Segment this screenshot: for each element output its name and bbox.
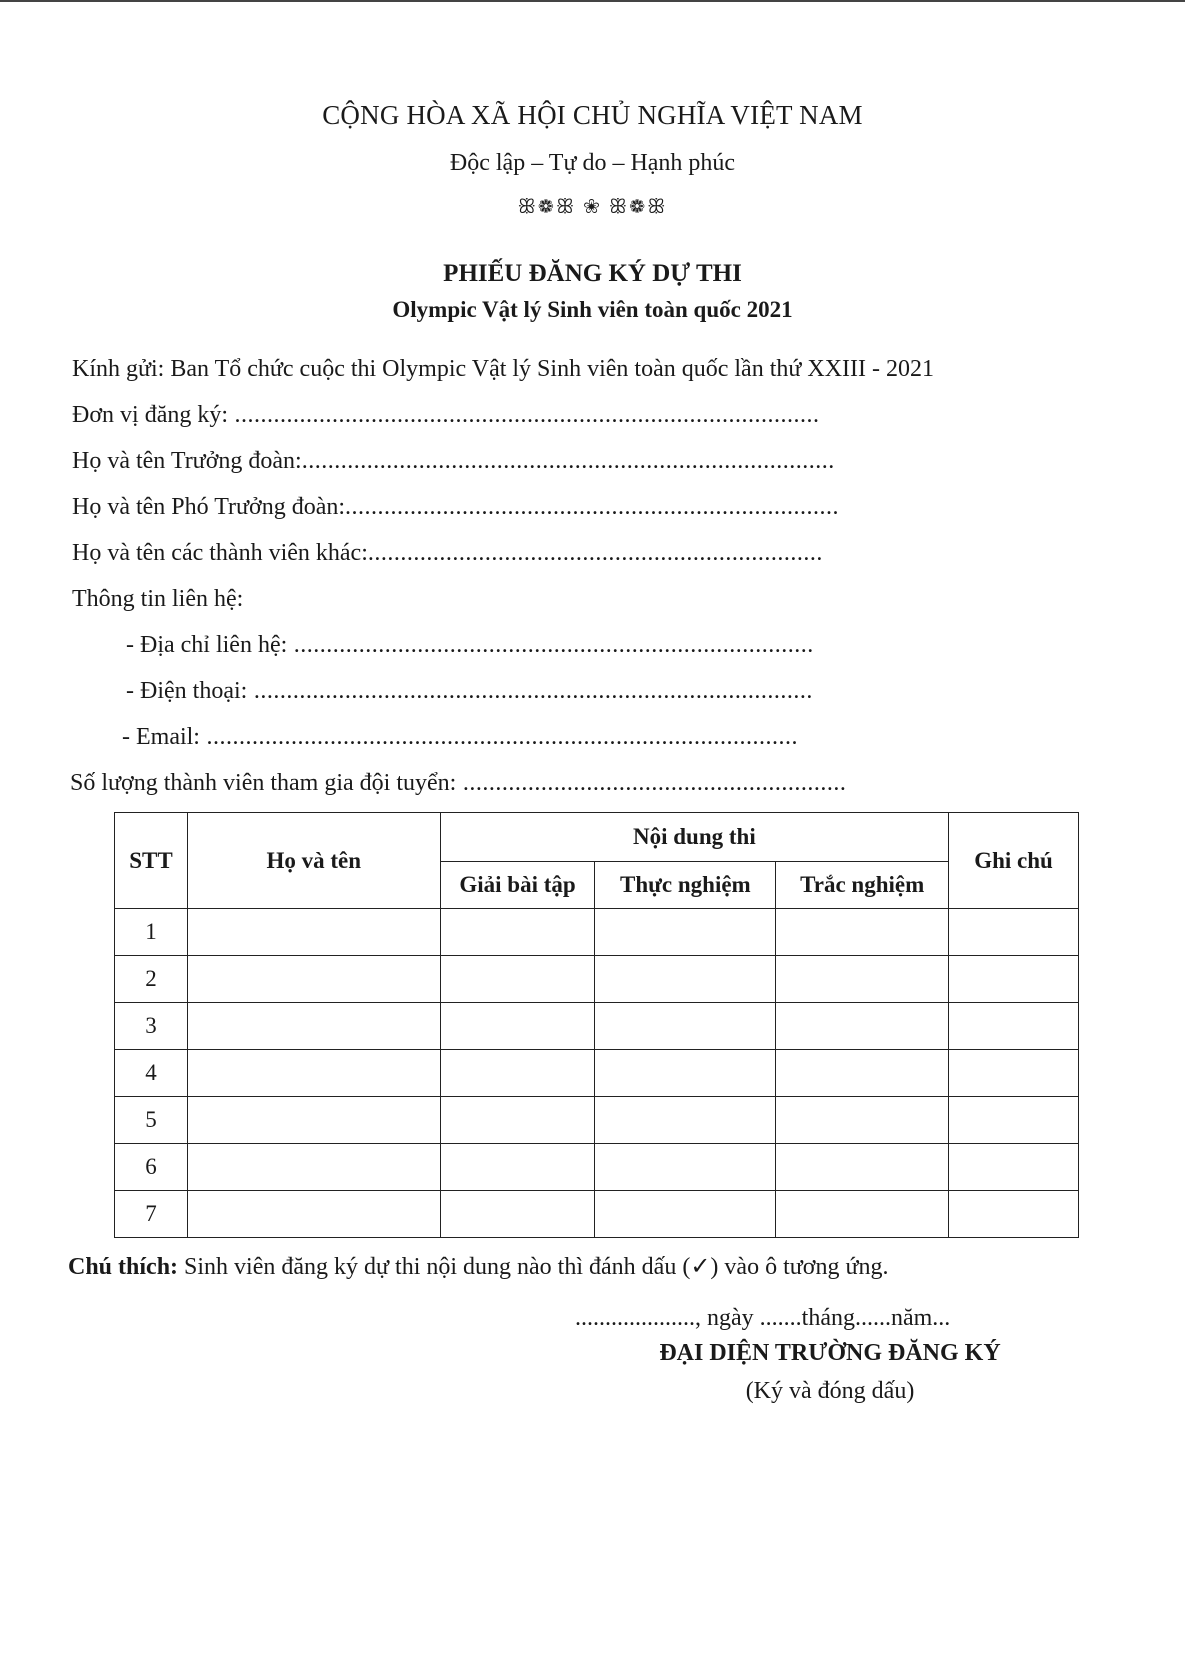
deputy-label: Họ và tên Phó Trưởng đoàn: [72, 494, 346, 520]
leader-field[interactable] [72, 448, 835, 475]
name-cell[interactable] [187, 1097, 440, 1144]
phone-field[interactable] [126, 678, 813, 705]
member-count-field[interactable] [70, 770, 846, 797]
footnote-text: Sinh viên đăng ký dự thi nội dung nào thì đánh dấu (✓) vào ô tương ứng. [178, 1254, 889, 1280]
leader-dots: .................................................................................. [301, 448, 835, 474]
leader-label: Họ và tên Trưởng đoàn: [72, 448, 302, 474]
table-row [115, 1191, 1079, 1238]
quiz-cell[interactable] [776, 956, 949, 1003]
table-row [115, 1050, 1079, 1097]
unit-label: Đơn vị đăng ký: [72, 402, 229, 428]
exercise-cell[interactable] [440, 1050, 595, 1097]
name-cell[interactable] [187, 1191, 440, 1238]
signature-instruction: (Ký và đóng dấu) [745, 1378, 915, 1404]
note-cell[interactable] [949, 1003, 1079, 1050]
name-cell[interactable] [187, 956, 440, 1003]
table-row [115, 909, 1079, 956]
note-cell[interactable] [949, 1050, 1079, 1097]
name-cell[interactable] [187, 1144, 440, 1191]
representative-title: ĐẠI DIỆN TRƯỜNG ĐĂNG KÝ [659, 1340, 1001, 1366]
ornament-divider: ꕥ❁ꕥ ❀ ꕥ❁ꕥ [517, 196, 668, 218]
deputy-dots: ............................................................................ [345, 494, 840, 520]
name-cell[interactable] [187, 1050, 440, 1097]
row-number: 4 [115, 1050, 188, 1097]
row-number: 5 [115, 1097, 188, 1144]
experiment-cell[interactable] [595, 1191, 776, 1238]
unit-dots: .......................................................................................... [228, 402, 820, 428]
date-line[interactable]: ...................., ngày .......tháng......năm... [575, 1305, 951, 1331]
members-field[interactable] [72, 540, 823, 567]
table-row [115, 1144, 1079, 1191]
header-note: Ghi chú [949, 813, 1079, 909]
table-row [115, 956, 1079, 1003]
quiz-cell[interactable] [776, 1191, 949, 1238]
quiz-cell[interactable] [776, 909, 949, 956]
header-experiment: Thực nghiệm [595, 862, 776, 909]
experiment-cell[interactable] [595, 1050, 776, 1097]
exercise-cell[interactable] [440, 1097, 595, 1144]
member-count-dots: ........................................................... [456, 770, 847, 796]
row-number: 6 [115, 1144, 188, 1191]
exercise-cell[interactable] [440, 1144, 595, 1191]
member-count-label: Số lượng thành viên tham gia đội tuyển: [70, 770, 457, 796]
experiment-cell[interactable] [595, 1144, 776, 1191]
email-dots: ........................................................................................... [199, 724, 798, 750]
recipient-line: Kính gửi: Ban Tổ chức cuộc thi Olympic Vật lý Sinh viên toàn quốc lần thứ XXIII - 2021 [72, 356, 934, 382]
deputy-field[interactable] [72, 494, 839, 521]
header-content: Nội dung thi [440, 813, 949, 862]
members-dots: ...................................................................... [367, 540, 823, 566]
experiment-cell[interactable] [595, 909, 776, 956]
name-cell[interactable] [187, 1003, 440, 1050]
experiment-cell[interactable] [595, 1003, 776, 1050]
experiment-cell[interactable] [595, 956, 776, 1003]
header-quiz: Trắc nghiệm [776, 862, 949, 909]
name-cell[interactable] [187, 909, 440, 956]
top-border-line [0, 0, 1185, 2]
row-number: 7 [115, 1191, 188, 1238]
header-stt: STT [115, 813, 188, 909]
row-number: 2 [115, 956, 188, 1003]
form-title: PHIẾU ĐĂNG KÝ DỰ THI [443, 260, 742, 287]
address-label: - Địa chỉ liên hệ: [126, 632, 288, 658]
quiz-cell[interactable] [776, 1144, 949, 1191]
members-label: Họ và tên các thành viên khác: [72, 540, 368, 566]
unit-field[interactable] [72, 402, 820, 429]
table-row [115, 1003, 1079, 1050]
row-number: 3 [115, 1003, 188, 1050]
email-label: - Email: [122, 724, 200, 750]
national-motto: Độc lập – Tự do – Hạnh phúc [449, 150, 736, 176]
email-field[interactable] [122, 724, 798, 751]
note-cell[interactable] [949, 1097, 1079, 1144]
form-subtitle: Olympic Vật lý Sinh viên toàn quốc 2021 [392, 297, 793, 322]
address-field[interactable] [126, 632, 814, 659]
contact-heading: Thông tin liên hệ: [72, 586, 244, 612]
quiz-cell[interactable] [776, 1003, 949, 1050]
exercise-cell[interactable] [440, 1191, 595, 1238]
registration-table [114, 812, 1079, 1238]
table-row [115, 1097, 1079, 1144]
note-cell[interactable] [949, 956, 1079, 1003]
phone-dots: ...................................................................................... [247, 678, 813, 704]
note-cell[interactable] [949, 909, 1079, 956]
exercise-cell[interactable] [440, 909, 595, 956]
note-cell[interactable] [949, 1144, 1079, 1191]
quiz-cell[interactable] [776, 1050, 949, 1097]
quiz-cell[interactable] [776, 1097, 949, 1144]
row-number: 1 [115, 909, 188, 956]
footnote-label: Chú thích: [68, 1254, 179, 1280]
exercise-cell[interactable] [440, 1003, 595, 1050]
experiment-cell[interactable] [595, 1097, 776, 1144]
address-dots: ................................................................................ [287, 632, 814, 658]
note-cell[interactable] [949, 1191, 1079, 1238]
header-name: Họ và tên [187, 813, 440, 909]
header-exercise: Giải bài tập [440, 862, 595, 909]
footnote [68, 1252, 888, 1281]
exercise-cell[interactable] [440, 956, 595, 1003]
national-title: CỘNG HÒA XÃ HỘI CHỦ NGHĨA VIỆT NAM [322, 100, 863, 130]
phone-label: - Điện thoại: [126, 678, 248, 704]
